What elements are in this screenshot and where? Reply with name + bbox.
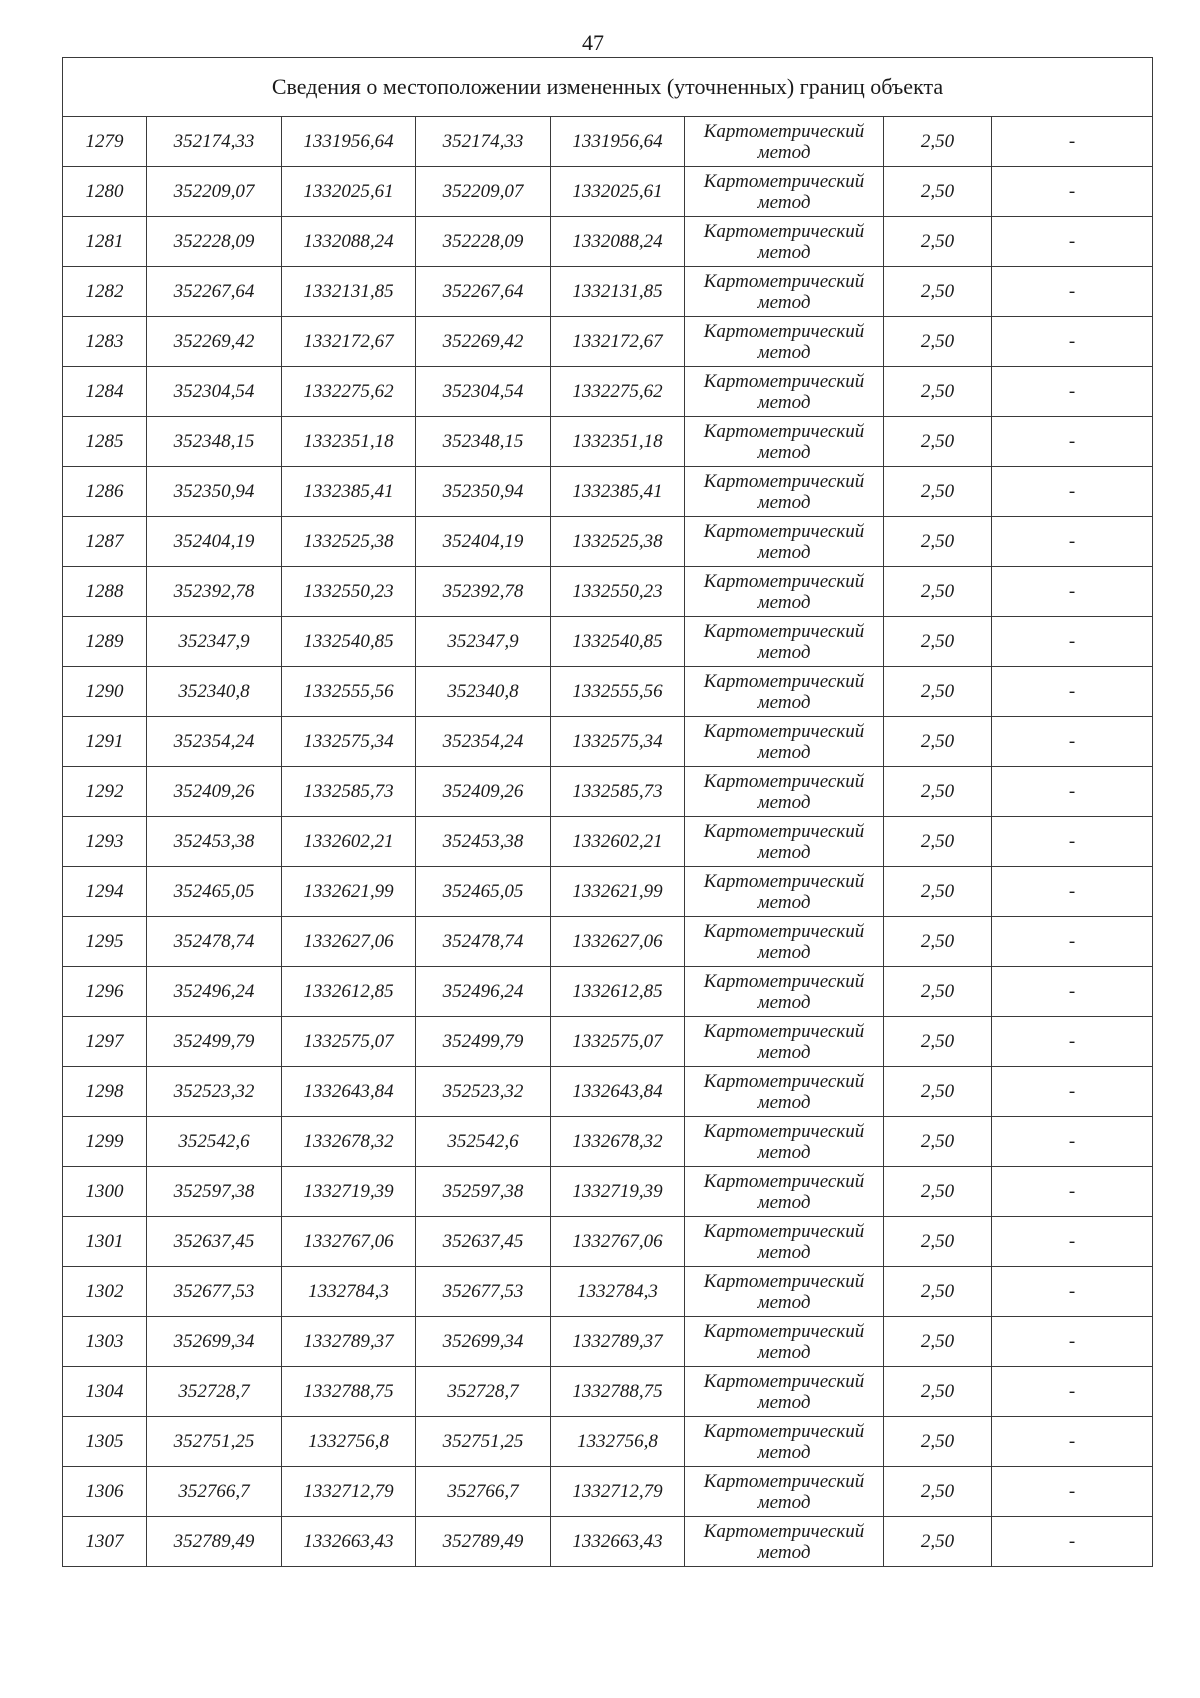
method-text: Картометрический метод <box>703 770 865 813</box>
method-cell <box>685 817 884 867</box>
existing-x-cell: 352409,26 <box>147 767 282 817</box>
refined-x-cell: 352478,74 <box>416 917 551 967</box>
refined-x-cell: 352677,53 <box>416 1267 551 1317</box>
method-cell <box>685 717 884 767</box>
point-number-cell: 1292 <box>63 767 147 817</box>
existing-y-cell: 1332789,37 <box>282 1317 416 1367</box>
method-cell <box>685 417 884 467</box>
table-header-row <box>63 58 1153 117</box>
refined-x-cell: 352542,6 <box>416 1117 551 1167</box>
table-row <box>63 117 1153 167</box>
method-cell <box>685 517 884 567</box>
note-cell: - <box>992 1517 1153 1567</box>
accuracy-cell: 2,50 <box>884 567 992 617</box>
method-cell <box>685 567 884 617</box>
existing-y-cell: 1332525,38 <box>282 517 416 567</box>
existing-y-cell: 1332756,8 <box>282 1417 416 1467</box>
note-cell: - <box>992 1267 1153 1317</box>
note-cell: - <box>992 1117 1153 1167</box>
note-cell: - <box>992 1367 1153 1417</box>
table-row <box>63 1017 1153 1067</box>
existing-x-cell: 352304,54 <box>147 367 282 417</box>
refined-x-cell: 352699,34 <box>416 1317 551 1367</box>
method-text: Картометрический метод <box>703 220 865 263</box>
note-cell: - <box>992 1317 1153 1367</box>
method-text: Картометрический метод <box>703 370 865 413</box>
accuracy-cell: 2,50 <box>884 1417 992 1467</box>
method-cell <box>685 1017 884 1067</box>
accuracy-cell: 2,50 <box>884 1017 992 1067</box>
method-text: Картометрический метод <box>703 170 865 213</box>
method-text: Картометрический метод <box>703 520 865 563</box>
point-number-cell: 1288 <box>63 567 147 617</box>
point-number-cell: 1304 <box>63 1367 147 1417</box>
refined-y-cell: 1332756,8 <box>551 1417 685 1467</box>
method-cell <box>685 1267 884 1317</box>
method-cell <box>685 1517 884 1567</box>
refined-x-cell: 352751,25 <box>416 1417 551 1467</box>
note-cell: - <box>992 117 1153 167</box>
refined-y-cell: 1332663,43 <box>551 1517 685 1567</box>
existing-x-cell: 352228,09 <box>147 217 282 267</box>
method-text: Картометрический метод <box>703 720 865 763</box>
existing-x-cell: 352542,6 <box>147 1117 282 1167</box>
method-text: Картометрический метод <box>703 870 865 913</box>
accuracy-cell: 2,50 <box>884 117 992 167</box>
method-text: Картометрический метод <box>703 1070 865 1113</box>
accuracy-cell: 2,50 <box>884 367 992 417</box>
existing-x-cell: 352597,38 <box>147 1167 282 1217</box>
point-number-cell: 1303 <box>63 1317 147 1367</box>
table-row <box>63 967 1153 1017</box>
method-text: Картометрический метод <box>703 1120 865 1163</box>
table-row <box>63 667 1153 717</box>
accuracy-cell: 2,50 <box>884 1267 992 1317</box>
note-cell: - <box>992 1217 1153 1267</box>
note-cell: - <box>992 667 1153 717</box>
refined-x-cell: 352523,32 <box>416 1067 551 1117</box>
existing-y-cell: 1332678,32 <box>282 1117 416 1167</box>
point-number-cell: 1284 <box>63 367 147 417</box>
existing-x-cell: 352267,64 <box>147 267 282 317</box>
note-cell: - <box>992 467 1153 517</box>
refined-y-cell: 1332550,23 <box>551 567 685 617</box>
refined-x-cell: 352465,05 <box>416 867 551 917</box>
method-text: Картометрический метод <box>703 1470 865 1513</box>
accuracy-cell: 2,50 <box>884 1317 992 1367</box>
point-number-cell: 1287 <box>63 517 147 567</box>
table-row <box>63 267 1153 317</box>
accuracy-cell: 2,50 <box>884 517 992 567</box>
note-cell: - <box>992 167 1153 217</box>
method-text: Картометрический метод <box>703 120 865 163</box>
refined-y-cell: 1332275,62 <box>551 367 685 417</box>
point-number-cell: 1294 <box>63 867 147 917</box>
method-text: Картометрический метод <box>703 1220 865 1263</box>
note-cell: - <box>992 1467 1153 1517</box>
accuracy-cell: 2,50 <box>884 717 992 767</box>
refined-y-cell: 1332555,56 <box>551 667 685 717</box>
point-number-cell: 1306 <box>63 1467 147 1517</box>
existing-x-cell: 352728,7 <box>147 1367 282 1417</box>
note-cell: - <box>992 817 1153 867</box>
point-number-cell: 1307 <box>63 1517 147 1567</box>
note-cell: - <box>992 267 1153 317</box>
method-text: Картометрический метод <box>703 1520 865 1563</box>
note-cell: - <box>992 317 1153 367</box>
point-number-cell: 1302 <box>63 1267 147 1317</box>
existing-y-cell: 1332643,84 <box>282 1067 416 1117</box>
method-text: Картометрический метод <box>703 620 865 663</box>
table-row <box>63 1317 1153 1367</box>
table-row <box>63 767 1153 817</box>
existing-y-cell: 1332550,23 <box>282 567 416 617</box>
refined-x-cell: 352174,33 <box>416 117 551 167</box>
refined-y-cell: 1332385,41 <box>551 467 685 517</box>
note-cell: - <box>992 867 1153 917</box>
table-row <box>63 1167 1153 1217</box>
accuracy-cell: 2,50 <box>884 167 992 217</box>
method-cell <box>685 1317 884 1367</box>
table-row <box>63 1367 1153 1417</box>
refined-x-cell: 352404,19 <box>416 517 551 567</box>
existing-x-cell: 352348,15 <box>147 417 282 467</box>
refined-x-cell: 352637,45 <box>416 1217 551 1267</box>
accuracy-cell: 2,50 <box>884 767 992 817</box>
point-number-cell: 1280 <box>63 167 147 217</box>
method-text: Картометрический метод <box>703 1370 865 1413</box>
point-number-cell: 1290 <box>63 667 147 717</box>
method-cell <box>685 1417 884 1467</box>
refined-x-cell: 352347,9 <box>416 617 551 667</box>
table-row <box>63 1117 1153 1167</box>
existing-y-cell: 1332663,43 <box>282 1517 416 1567</box>
table-row <box>63 367 1153 417</box>
method-text: Картометрический метод <box>703 420 865 463</box>
refined-y-cell: 1332575,07 <box>551 1017 685 1067</box>
refined-y-cell: 1332621,99 <box>551 867 685 917</box>
existing-y-cell: 1332540,85 <box>282 617 416 667</box>
existing-x-cell: 352392,78 <box>147 567 282 617</box>
refined-x-cell: 352392,78 <box>416 567 551 617</box>
existing-y-cell: 1332767,06 <box>282 1217 416 1267</box>
method-text: Картометрический метод <box>703 270 865 313</box>
point-number-cell: 1297 <box>63 1017 147 1067</box>
refined-x-cell: 352789,49 <box>416 1517 551 1567</box>
method-text: Картометрический метод <box>703 970 865 1013</box>
refined-y-cell: 1332088,24 <box>551 217 685 267</box>
existing-y-cell: 1332612,85 <box>282 967 416 1017</box>
existing-y-cell: 1332025,61 <box>282 167 416 217</box>
refined-y-cell: 1331956,64 <box>551 117 685 167</box>
method-cell <box>685 1117 884 1167</box>
refined-y-cell: 1332172,67 <box>551 317 685 367</box>
existing-y-cell: 1332575,34 <box>282 717 416 767</box>
refined-x-cell: 352350,94 <box>416 467 551 517</box>
table-row <box>63 567 1153 617</box>
existing-x-cell: 352354,24 <box>147 717 282 767</box>
method-text: Картометрический метод <box>703 320 865 363</box>
existing-x-cell: 352209,07 <box>147 167 282 217</box>
point-number-cell: 1305 <box>63 1417 147 1467</box>
method-cell <box>685 917 884 967</box>
table-row <box>63 1067 1153 1117</box>
point-number-cell: 1299 <box>63 1117 147 1167</box>
point-number-cell: 1285 <box>63 417 147 467</box>
table-row <box>63 317 1153 367</box>
existing-y-cell: 1332575,07 <box>282 1017 416 1067</box>
table-row <box>63 817 1153 867</box>
point-number-cell: 1296 <box>63 967 147 1017</box>
accuracy-cell: 2,50 <box>884 1167 992 1217</box>
table-row <box>63 1467 1153 1517</box>
refined-x-cell: 352340,8 <box>416 667 551 717</box>
existing-x-cell: 352404,19 <box>147 517 282 567</box>
accuracy-cell: 2,50 <box>884 1517 992 1567</box>
table-row <box>63 217 1153 267</box>
method-cell <box>685 167 884 217</box>
note-cell: - <box>992 417 1153 467</box>
accuracy-cell: 2,50 <box>884 217 992 267</box>
refined-y-cell: 1332719,39 <box>551 1167 685 1217</box>
method-cell <box>685 117 884 167</box>
accuracy-cell: 2,50 <box>884 467 992 517</box>
note-cell: - <box>992 967 1153 1017</box>
method-text: Картометрический метод <box>703 1020 865 1063</box>
refined-y-cell: 1332131,85 <box>551 267 685 317</box>
refined-y-cell: 1332788,75 <box>551 1367 685 1417</box>
table-row <box>63 1517 1153 1567</box>
note-cell: - <box>992 717 1153 767</box>
point-number-cell: 1279 <box>63 117 147 167</box>
method-cell <box>685 867 884 917</box>
refined-x-cell: 352453,38 <box>416 817 551 867</box>
refined-x-cell: 352269,42 <box>416 317 551 367</box>
refined-x-cell: 352728,7 <box>416 1367 551 1417</box>
accuracy-cell: 2,50 <box>884 417 992 467</box>
note-cell: - <box>992 217 1153 267</box>
method-text: Картометрический метод <box>703 670 865 713</box>
refined-y-cell: 1332351,18 <box>551 417 685 467</box>
accuracy-cell: 2,50 <box>884 917 992 967</box>
method-text: Картометрический метод <box>703 920 865 963</box>
refined-y-cell: 1332602,21 <box>551 817 685 867</box>
point-number-cell: 1291 <box>63 717 147 767</box>
note-cell: - <box>992 1067 1153 1117</box>
note-cell: - <box>992 1167 1153 1217</box>
method-text: Картометрический метод <box>703 470 865 513</box>
method-cell <box>685 767 884 817</box>
method-cell <box>685 1367 884 1417</box>
existing-x-cell: 352496,24 <box>147 967 282 1017</box>
existing-y-cell: 1332385,41 <box>282 467 416 517</box>
method-text: Картометрический метод <box>703 1270 865 1313</box>
point-number-cell: 1298 <box>63 1067 147 1117</box>
table-row <box>63 167 1153 217</box>
point-number-cell: 1286 <box>63 467 147 517</box>
existing-x-cell: 352478,74 <box>147 917 282 967</box>
note-cell: - <box>992 567 1153 617</box>
method-text: Картометрический метод <box>703 1420 865 1463</box>
existing-x-cell: 352677,53 <box>147 1267 282 1317</box>
existing-x-cell: 352699,34 <box>147 1317 282 1367</box>
refined-y-cell: 1332789,37 <box>551 1317 685 1367</box>
accuracy-cell: 2,50 <box>884 817 992 867</box>
method-text: Картометрический метод <box>703 820 865 863</box>
accuracy-cell: 2,50 <box>884 1217 992 1267</box>
method-cell <box>685 617 884 667</box>
coordinates-table <box>62 57 1153 1567</box>
refined-y-cell: 1332585,73 <box>551 767 685 817</box>
existing-x-cell: 352347,9 <box>147 617 282 667</box>
refined-y-cell: 1332575,34 <box>551 717 685 767</box>
existing-x-cell: 352637,45 <box>147 1217 282 1267</box>
accuracy-cell: 2,50 <box>884 1367 992 1417</box>
existing-y-cell: 1332712,79 <box>282 1467 416 1517</box>
existing-y-cell: 1332585,73 <box>282 767 416 817</box>
existing-x-cell: 352789,49 <box>147 1517 282 1567</box>
refined-x-cell: 352209,07 <box>416 167 551 217</box>
refined-x-cell: 352354,24 <box>416 717 551 767</box>
existing-y-cell: 1332788,75 <box>282 1367 416 1417</box>
accuracy-cell: 2,50 <box>884 867 992 917</box>
point-number-cell: 1283 <box>63 317 147 367</box>
refined-x-cell: 352499,79 <box>416 1017 551 1067</box>
refined-x-cell: 352496,24 <box>416 967 551 1017</box>
method-text: Картометрический метод <box>703 570 865 613</box>
table-row <box>63 1267 1153 1317</box>
existing-y-cell: 1332627,06 <box>282 917 416 967</box>
existing-y-cell: 1332088,24 <box>282 217 416 267</box>
table-row <box>63 867 1153 917</box>
accuracy-cell: 2,50 <box>884 1117 992 1167</box>
existing-y-cell: 1332602,21 <box>282 817 416 867</box>
refined-x-cell: 352597,38 <box>416 1167 551 1217</box>
point-number-cell: 1295 <box>63 917 147 967</box>
existing-y-cell: 1332784,3 <box>282 1267 416 1317</box>
refined-y-cell: 1332525,38 <box>551 517 685 567</box>
existing-x-cell: 352269,42 <box>147 317 282 367</box>
accuracy-cell: 2,50 <box>884 967 992 1017</box>
note-cell: - <box>992 1017 1153 1067</box>
method-cell <box>685 317 884 367</box>
existing-y-cell: 1332172,67 <box>282 317 416 367</box>
page-number: 47 <box>582 30 604 55</box>
existing-y-cell: 1331956,64 <box>282 117 416 167</box>
method-cell <box>685 1167 884 1217</box>
point-number-cell: 1293 <box>63 817 147 867</box>
note-cell: - <box>992 917 1153 967</box>
table-title: Сведения о местоположении измененных (уточненных) границ объекта <box>63 58 1153 117</box>
existing-y-cell: 1332131,85 <box>282 267 416 317</box>
accuracy-cell: 2,50 <box>884 1067 992 1117</box>
note-cell: - <box>992 767 1153 817</box>
refined-x-cell: 352348,15 <box>416 417 551 467</box>
note-cell: - <box>992 517 1153 567</box>
method-cell <box>685 1217 884 1267</box>
point-number-cell: 1281 <box>63 217 147 267</box>
method-cell <box>685 1067 884 1117</box>
existing-x-cell: 352523,32 <box>147 1067 282 1117</box>
refined-y-cell: 1332025,61 <box>551 167 685 217</box>
existing-x-cell: 352465,05 <box>147 867 282 917</box>
point-number-cell: 1289 <box>63 617 147 667</box>
existing-y-cell: 1332555,56 <box>282 667 416 717</box>
refined-x-cell: 352409,26 <box>416 767 551 817</box>
existing-y-cell: 1332621,99 <box>282 867 416 917</box>
existing-x-cell: 352499,79 <box>147 1017 282 1067</box>
table-row <box>63 1417 1153 1467</box>
refined-x-cell: 352267,64 <box>416 267 551 317</box>
refined-x-cell: 352766,7 <box>416 1467 551 1517</box>
existing-x-cell: 352174,33 <box>147 117 282 167</box>
method-cell <box>685 467 884 517</box>
table-row <box>63 917 1153 967</box>
table-row <box>63 467 1153 517</box>
method-text: Картометрический метод <box>703 1170 865 1213</box>
table-row <box>63 617 1153 667</box>
method-cell <box>685 267 884 317</box>
table-row <box>63 417 1153 467</box>
point-number-cell: 1282 <box>63 267 147 317</box>
existing-x-cell: 352766,7 <box>147 1467 282 1517</box>
existing-x-cell: 352350,94 <box>147 467 282 517</box>
existing-y-cell: 1332351,18 <box>282 417 416 467</box>
refined-x-cell: 352304,54 <box>416 367 551 417</box>
method-cell <box>685 967 884 1017</box>
existing-y-cell: 1332275,62 <box>282 367 416 417</box>
note-cell: - <box>992 367 1153 417</box>
method-cell <box>685 367 884 417</box>
method-text: Картометрический метод <box>703 1320 865 1363</box>
accuracy-cell: 2,50 <box>884 317 992 367</box>
accuracy-cell: 2,50 <box>884 667 992 717</box>
refined-y-cell: 1332612,85 <box>551 967 685 1017</box>
existing-x-cell: 352751,25 <box>147 1417 282 1467</box>
refined-y-cell: 1332643,84 <box>551 1067 685 1117</box>
accuracy-cell: 2,50 <box>884 267 992 317</box>
note-cell: - <box>992 1417 1153 1467</box>
method-cell <box>685 217 884 267</box>
method-cell <box>685 667 884 717</box>
refined-x-cell: 352228,09 <box>416 217 551 267</box>
refined-y-cell: 1332712,79 <box>551 1467 685 1517</box>
note-cell: - <box>992 617 1153 667</box>
refined-y-cell: 1332678,32 <box>551 1117 685 1167</box>
point-number-cell: 1301 <box>63 1217 147 1267</box>
existing-y-cell: 1332719,39 <box>282 1167 416 1217</box>
existing-x-cell: 352340,8 <box>147 667 282 717</box>
refined-y-cell: 1332784,3 <box>551 1267 685 1317</box>
refined-y-cell: 1332627,06 <box>551 917 685 967</box>
existing-x-cell: 352453,38 <box>147 817 282 867</box>
refined-y-cell: 1332767,06 <box>551 1217 685 1267</box>
table-row <box>63 717 1153 767</box>
table-row <box>63 1217 1153 1267</box>
accuracy-cell: 2,50 <box>884 617 992 667</box>
point-number-cell: 1300 <box>63 1167 147 1217</box>
accuracy-cell: 2,50 <box>884 1467 992 1517</box>
table-row <box>63 517 1153 567</box>
method-cell <box>685 1467 884 1517</box>
refined-y-cell: 1332540,85 <box>551 617 685 667</box>
